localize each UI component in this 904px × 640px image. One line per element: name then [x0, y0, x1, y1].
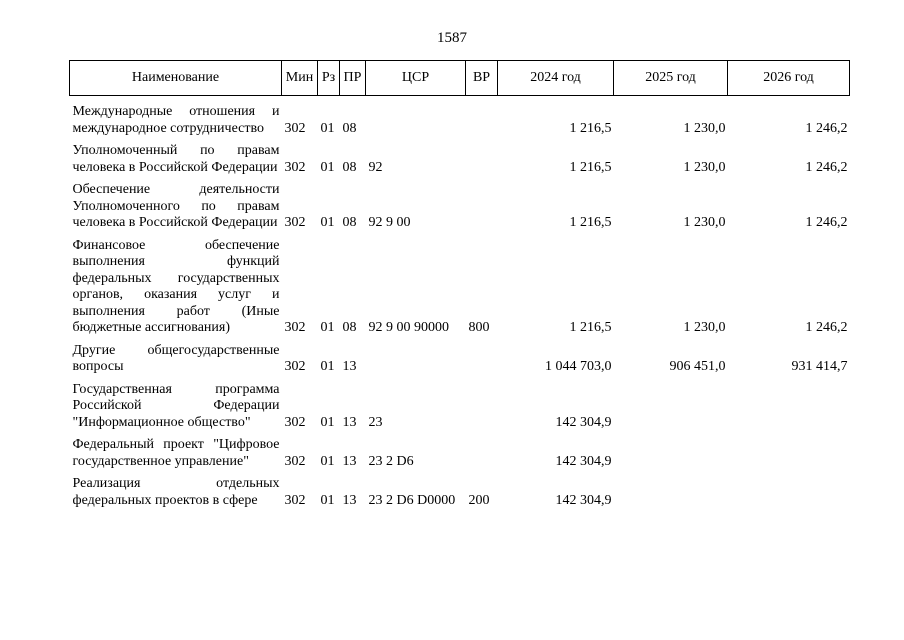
- row-pr: 08: [342, 120, 357, 136]
- row-2025: 906 451,0: [669, 359, 726, 374]
- row-name: Федеральный проект "Цифровое государственное управление": [72, 437, 280, 469]
- row-2024: 1 216,5: [569, 159, 612, 175]
- row-2024: 142 304,9: [555, 453, 612, 469]
- row-2024: 142 304,9: [555, 492, 612, 508]
- row-2024: 1 216,5: [569, 320, 612, 335]
- header-pr: ПР: [340, 61, 366, 96]
- row-vr: [466, 382, 498, 438]
- row-csr: 92 9 00 90000: [368, 320, 449, 335]
- header-csr: ЦСР: [366, 61, 466, 96]
- row-pr: 08: [342, 320, 357, 335]
- row-2026: [728, 382, 850, 438]
- row-rz: 01: [320, 492, 335, 508]
- row-min: 302: [284, 359, 306, 374]
- row-2026: [728, 476, 850, 515]
- row-rz: 01: [320, 359, 335, 374]
- row-2026: 1 246,2: [805, 159, 848, 175]
- header-2024: 2024 год: [498, 61, 614, 96]
- row-csr: [366, 96, 466, 144]
- header-rz: Рз: [318, 61, 340, 96]
- table-row: [70, 476, 850, 515]
- row-2026: 1 246,2: [805, 320, 848, 335]
- table-row: [70, 238, 850, 343]
- row-pr: 13: [342, 414, 357, 430]
- row-rz: 01: [320, 215, 335, 230]
- row-name: Государственная программа Российской Федерации "Информационное общество": [72, 381, 280, 430]
- budget-table: [69, 60, 850, 515]
- row-2025: [614, 382, 728, 438]
- row-csr: [366, 343, 466, 382]
- table-body: [70, 96, 850, 516]
- header-2025: 2025 год: [614, 61, 728, 96]
- row-pr: 13: [342, 453, 357, 469]
- row-vr: [466, 343, 498, 382]
- row-rz: 01: [320, 453, 335, 469]
- row-pr: 13: [342, 492, 357, 508]
- row-rz: 01: [320, 159, 335, 175]
- table-row: [70, 437, 850, 476]
- row-vr: [466, 437, 498, 476]
- row-pr: 08: [342, 215, 357, 230]
- table-row: [70, 343, 850, 382]
- row-csr: 92: [368, 159, 383, 175]
- row-vr: [466, 182, 498, 238]
- row-2026: 1 246,2: [805, 120, 848, 136]
- row-2024: 142 304,9: [555, 414, 612, 430]
- row-min: 302: [284, 120, 306, 136]
- row-csr: 23 2 D6: [368, 453, 414, 469]
- header-min: Мин: [282, 61, 318, 96]
- row-min: 302: [284, 492, 306, 508]
- row-2025: 1 230,0: [683, 215, 726, 230]
- table-header: [70, 61, 850, 96]
- header-vr: ВР: [466, 61, 498, 96]
- row-rz: 01: [320, 320, 335, 335]
- row-name: Уполномоченный по правам человека в Российской Федерации: [72, 143, 280, 175]
- row-2026: 1 246,2: [805, 215, 848, 230]
- row-name: Другие общегосударственные вопросы: [72, 342, 280, 374]
- row-vr: 800: [468, 320, 490, 335]
- row-2025: [614, 476, 728, 515]
- row-name: Обеспечение деятельности Уполномоченного по правам человека в Российской Федерации: [72, 182, 280, 230]
- row-2026: 931 414,7: [791, 359, 848, 374]
- row-2025: [614, 437, 728, 476]
- row-vr: [466, 143, 498, 182]
- row-pr: 13: [342, 359, 357, 374]
- table-row: [70, 382, 850, 438]
- row-2025: 1 230,0: [683, 159, 726, 175]
- row-min: 302: [284, 159, 306, 175]
- row-min: 302: [284, 215, 306, 230]
- row-vr: 200: [468, 492, 490, 508]
- row-2025: 1 230,0: [683, 120, 726, 136]
- row-2024: 1 216,5: [569, 120, 612, 136]
- row-2024: 1 044 703,0: [545, 359, 612, 374]
- row-2026: [728, 437, 850, 476]
- row-2024: 1 216,5: [569, 215, 612, 230]
- table-row: [70, 182, 850, 238]
- table-row: [70, 96, 850, 144]
- row-vr: [466, 96, 498, 144]
- row-rz: 01: [320, 414, 335, 430]
- page-number: 1587: [437, 30, 467, 46]
- header-name: Наименование: [70, 61, 282, 96]
- row-csr: 23: [368, 414, 383, 430]
- row-min: 302: [284, 320, 306, 335]
- row-csr: 23 2 D6 D0000: [368, 492, 456, 508]
- row-rz: 01: [320, 120, 335, 136]
- row-name: Международные отношения и международное сотрудничество: [72, 104, 280, 136]
- table-row: [70, 143, 850, 182]
- row-pr: 08: [342, 159, 357, 175]
- row-min: 302: [284, 414, 306, 430]
- header-2026: 2026 год: [728, 61, 850, 96]
- row-2025: 1 230,0: [683, 320, 726, 335]
- row-min: 302: [284, 453, 306, 469]
- row-name: Финансовое обеспечение выполнения функций федеральных государственных органов, оказания услуг и выполнения работ (Иные бюджетные ассигнования): [72, 237, 280, 335]
- row-name: Реализация отдельных федеральных проектов в сфере: [72, 476, 280, 508]
- row-csr: 92 9 00: [368, 215, 411, 230]
